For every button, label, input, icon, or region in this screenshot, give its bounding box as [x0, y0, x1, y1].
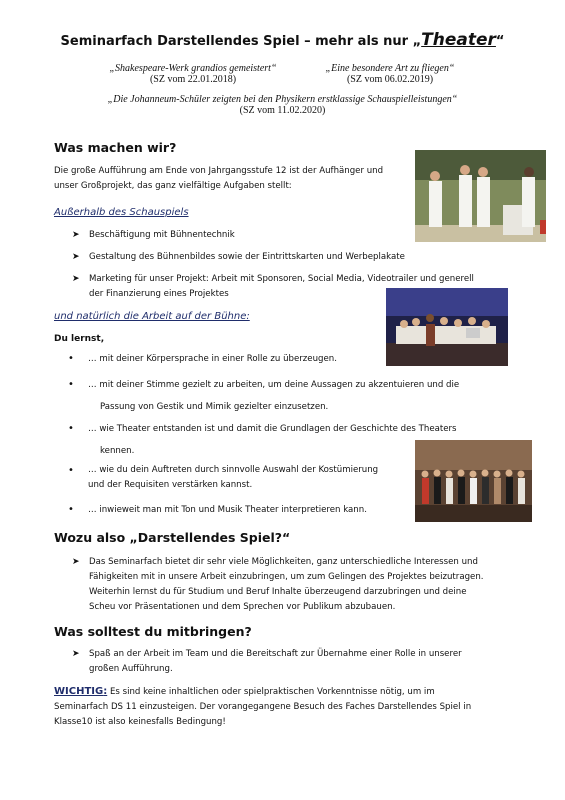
title-prefix: Seminarfach Darstellendes Spiel – mehr als nur [60, 34, 413, 49]
list-item-line: Passung von Gestik und Mimik gezielter einzusetzen. [100, 402, 329, 412]
list-item [68, 499, 408, 521]
press-quote [40, 94, 525, 116]
page-title [0, 30, 565, 50]
list-item-text [89, 647, 519, 677]
list-item-text [89, 555, 519, 615]
list-item-text: Gestaltung des Bühnenbildes sowie der Eintrittskarten und Werbeplakate [89, 252, 405, 262]
important-note-line-1 [54, 684, 504, 700]
press-quote [300, 63, 480, 85]
title-open-quote: „ [412, 34, 422, 49]
dot-bullet-icon: • [68, 423, 74, 434]
section-heading-was-machen-wir: Was machen wir? [54, 140, 177, 155]
dot-bullet-icon: • [68, 353, 74, 364]
list-item-line: … wie Theater entstanden ist und damit die Grundlagen der Geschichte des Theaters [88, 424, 457, 434]
subheading-buehne: und natürlich die Arbeit auf der Bühne: [54, 311, 250, 322]
list-item-line: und der Requisiten verstärken kannst. [88, 480, 253, 490]
intro-paragraph [54, 164, 414, 194]
list-item-line: … wie du dein Auftreten durch sinnvolle Auswahl der Kostümierung [88, 465, 379, 475]
list-item [72, 647, 522, 679]
quote-text: „Shakespeare-Werk grandios gemeistert“ [109, 63, 277, 74]
list-item [72, 228, 512, 244]
list-item [72, 555, 522, 617]
dot-bullet-icon: • [68, 504, 74, 515]
list-item [72, 250, 512, 266]
list-item-line: Marketing für unser Projekt: Arbeit mit Sponsoren, Social Media, Videotrailer und generell [89, 274, 474, 284]
intro-line: unser Großprojekt, das ganz vielfältige Aufgaben stellt: [54, 181, 292, 191]
list-item-line: der Finanzierung eines Projektes [89, 289, 229, 299]
important-line: Seminarfach DS 11 einzusteigen. Der vorangegangene Besuch des Faches Darstellendes Spiel in [54, 702, 472, 712]
important-note [54, 684, 504, 730]
subheading-ausserhalb: Außerhalb des Schauspiels [54, 207, 189, 218]
quote-text: „Die Johanneum-Schüler zeigten bei den Physikern erstklassige Schauspielleistungen“ [107, 94, 458, 105]
list-item-text: Beschäftigung mit Bühnentechnik [89, 230, 235, 240]
important-label: WICHTIG [54, 686, 104, 697]
list-item-line: Spaß an der Arbeit im Team und die Bereitschaft zur Übernahme einer Rolle in unserer [89, 649, 462, 659]
du-lernst-label: Du lernst, [54, 334, 105, 344]
section-heading-mitbringen: Was solltest du mitbringen? [54, 624, 252, 639]
quote-text: „Eine besondere Art zu fliegen“ [325, 63, 455, 74]
list-item-line: großen Aufführung. [89, 664, 173, 674]
list-item-line: kennen. [100, 446, 135, 456]
list-item [68, 463, 408, 495]
arrow-bullet-icon: ➤ [72, 230, 80, 240]
press-quote [88, 63, 298, 85]
list-item [68, 348, 508, 370]
stage-photo-3 [415, 440, 532, 522]
list-item-line: Weiterhin lernst du für Studium und Beruf Inhalte überzeugend darzubringen und deine [89, 587, 467, 597]
intro-line: Die große Aufführung am Ende von Jahrgangsstufe 12 ist der Aufhänger und [54, 166, 384, 176]
list-item-text [88, 374, 508, 418]
dot-bullet-icon: • [68, 465, 74, 476]
list-item-text: … mit deiner Körpersprache in einer Rolle zu überzeugen. [88, 354, 337, 364]
stage-photo-3-image [415, 440, 532, 522]
arrow-bullet-icon: ➤ [72, 649, 80, 659]
important-line: Es sind keine inhaltlichen oder spielpraktischen Vorkenntnisse nötig, um im [107, 687, 435, 697]
title-close-quote: “ [495, 34, 505, 49]
section-heading-wozu: Wozu also „Darstellendes Spiel?“ [54, 530, 291, 545]
list-item-line: Das Seminarfach bietet dir sehr viele Möglichkeiten, ganz unterschiedliche Interessen und [89, 557, 478, 567]
dot-bullet-icon: • [68, 379, 74, 390]
important-line: Klasse10 ist also keinesfalls Bedingung! [54, 717, 226, 727]
arrow-bullet-icon: ➤ [72, 557, 80, 567]
list-item-line: … mit deiner Stimme gezielt zu arbeiten, um deine Aussagen zu akzentuieren und die [88, 380, 460, 390]
list-item-line: Scheu vor Präsentationen und dem Sprechen vor Publikum abzubauen. [89, 602, 396, 612]
title-theater-word: Theater [421, 30, 496, 50]
arrow-bullet-icon: ➤ [72, 252, 80, 262]
list-item-line: Fähigkeiten mit in unsere Arbeit einzubringen, um zum Gelingen des Projektes beizutragen. [89, 572, 484, 582]
list-item-text: … inwieweit man mit Ton und Musik Theater interpretieren kann. [88, 505, 367, 515]
list-item [68, 374, 508, 418]
quote-source: (SZ vom 22.01.2018) [149, 74, 237, 85]
list-item-text [88, 463, 408, 493]
arrow-bullet-icon: ➤ [72, 274, 80, 284]
quote-source: (SZ vom 06.02.2019) [346, 74, 434, 85]
quote-source: (SZ vom 11.02.2020) [239, 105, 326, 116]
important-label-colon: : [103, 686, 108, 697]
